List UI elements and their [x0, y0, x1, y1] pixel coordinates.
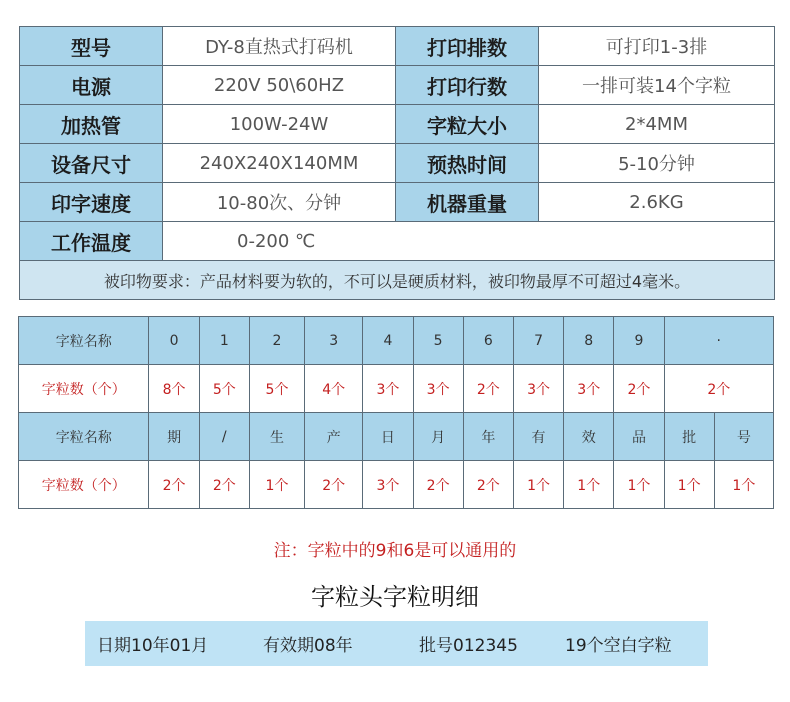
char-name-cell: 效	[564, 413, 614, 461]
section-title: 字粒头字粒明细	[311, 583, 479, 611]
spec-value: 2.6KG	[539, 183, 775, 222]
char-count-cell: 8个	[149, 365, 199, 413]
spec-row	[20, 66, 775, 105]
spec-label: 设备尺寸	[20, 144, 163, 183]
char-count-cell: 2个	[305, 461, 363, 509]
spec-label: 型号	[20, 27, 163, 66]
char-name-label: 字粒名称	[19, 413, 149, 461]
char-name-cell: /	[199, 413, 249, 461]
spec-value: 5-10分钟	[539, 144, 775, 183]
char-count-cell: 4个	[305, 365, 363, 413]
interchangeable-note: 注：字粒中的9和6是可以通用的	[273, 541, 517, 561]
spec-value: 可打印1-3排	[539, 27, 775, 66]
char-count-cell: 3个	[513, 365, 563, 413]
char-count-cell: 2个	[199, 461, 249, 509]
char-count-row	[19, 365, 774, 413]
char-count-cell: 2个	[463, 365, 513, 413]
spec-table	[19, 26, 775, 300]
spec-value: 100W-24W	[163, 105, 396, 144]
char-name-cell: 2	[249, 317, 304, 365]
char-name-label: 字粒名称	[19, 317, 149, 365]
char-name-cell: 生	[249, 413, 304, 461]
char-name-cell: 7	[513, 317, 563, 365]
char-count-cell: 1个	[249, 461, 304, 509]
temperature-label: 工作温度	[20, 222, 163, 261]
spec-value: 10-80次、分钟	[163, 183, 396, 222]
char-name-cell: 产	[305, 413, 363, 461]
char-count-cell: 1个	[664, 461, 714, 509]
char-count-cell: 1个	[714, 461, 773, 509]
char-name-cell: 年	[463, 413, 513, 461]
char-count-label: 字粒数（个）	[19, 365, 149, 413]
info-date: 日期10年01月	[97, 636, 209, 656]
char-name-cell: 8	[564, 317, 614, 365]
char-count-cell: 2个	[463, 461, 513, 509]
char-name-cell: ·	[664, 317, 773, 365]
char-name-cell: 5	[413, 317, 463, 365]
requirement-note: 被印物要求：产品材料要为软的，不可以是硬质材料，被印物最厚不可超过4毫米。	[20, 261, 775, 300]
char-count-cell: 2个	[664, 365, 773, 413]
spec-label: 打印行数	[396, 66, 539, 105]
char-name-row	[19, 413, 774, 461]
char-name-cell: 批	[664, 413, 714, 461]
spec-row	[20, 144, 775, 183]
temperature-value: 0-200 ℃	[163, 222, 775, 261]
spec-row	[20, 27, 775, 66]
char-name-cell: 有	[513, 413, 563, 461]
spec-value: 240X240X140MM	[163, 144, 396, 183]
char-count-cell: 3个	[363, 365, 413, 413]
char-count-cell: 3个	[363, 461, 413, 509]
character-count-table	[18, 316, 774, 509]
spec-label: 电源	[20, 66, 163, 105]
spec-label: 机器重量	[396, 183, 539, 222]
char-count-cell: 2个	[413, 461, 463, 509]
char-count-cell: 1个	[564, 461, 614, 509]
char-name-cell: 品	[614, 413, 664, 461]
spec-row-temperature	[20, 222, 775, 261]
char-name-cell: 1	[199, 317, 249, 365]
char-count-cell: 3个	[413, 365, 463, 413]
info-expiry: 有效期08年	[263, 636, 353, 656]
info-batch: 批号012345	[419, 636, 518, 656]
char-name-cell: 0	[149, 317, 199, 365]
char-count-cell: 5个	[199, 365, 249, 413]
sample-info-bar	[85, 621, 708, 666]
char-name-cell: 月	[413, 413, 463, 461]
char-count-cell: 2个	[614, 365, 664, 413]
spec-label: 加热管	[20, 105, 163, 144]
char-count-row	[19, 461, 774, 509]
char-name-cell: 号	[714, 413, 773, 461]
char-name-cell: 4	[363, 317, 413, 365]
char-count-cell: 2个	[149, 461, 199, 509]
char-count-cell: 5个	[249, 365, 304, 413]
char-name-cell: 9	[614, 317, 664, 365]
char-name-cell: 期	[149, 413, 199, 461]
spec-label: 字粒大小	[396, 105, 539, 144]
char-count-cell: 3个	[564, 365, 614, 413]
char-count-label: 字粒数（个）	[19, 461, 149, 509]
spec-value: 一排可装14个字粒	[539, 66, 775, 105]
spec-label: 印字速度	[20, 183, 163, 222]
spec-value: 220V 50\60HZ	[163, 66, 396, 105]
spec-value: 2*4MM	[539, 105, 775, 144]
spec-row	[20, 183, 775, 222]
char-count-cell: 1个	[513, 461, 563, 509]
char-name-cell: 6	[463, 317, 513, 365]
spec-row-requirement	[20, 261, 775, 300]
char-name-cell: 3	[305, 317, 363, 365]
char-name-row	[19, 317, 774, 365]
char-count-cell: 1个	[614, 461, 664, 509]
spec-label: 预热时间	[396, 144, 539, 183]
spec-value: DY-8直热式打码机	[163, 27, 396, 66]
spec-row	[20, 105, 775, 144]
spec-label: 打印排数	[396, 27, 539, 66]
info-blank: 19个空白字粒	[565, 636, 672, 656]
char-name-cell: 日	[363, 413, 413, 461]
